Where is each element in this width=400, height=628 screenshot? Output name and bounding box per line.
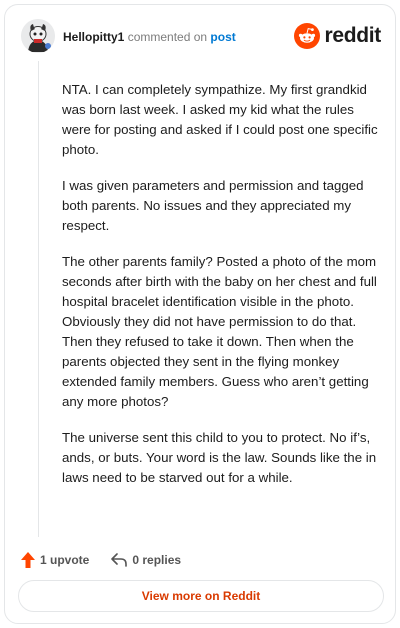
comment-paragraph: I was given parameters and permission and tagged both parents. No issues and they appreciated my respect. [62, 178, 364, 233]
embedded-comment-card [4, 4, 396, 624]
comment-meta [63, 29, 236, 45]
reddit-snoo-icon [294, 23, 320, 49]
upvote-button[interactable] [21, 552, 89, 568]
reddit-wordmark: reddit [324, 24, 381, 47]
comment-header [21, 19, 381, 55]
view-more-button[interactable]: View more on Reddit [18, 580, 384, 612]
reddit-logo[interactable] [294, 23, 381, 49]
replies-button[interactable] [111, 553, 181, 567]
avatar[interactable] [21, 19, 55, 53]
username-link[interactable]: Hellopitty1 [63, 30, 125, 44]
avatar-image-icon [21, 19, 55, 53]
upvote-count: 1 upvote [40, 553, 90, 567]
comment-body [62, 80, 386, 504]
replies-count: 0 replies [132, 553, 182, 567]
thread-line [38, 61, 39, 537]
comment-verb: commented on [127, 30, 208, 44]
reply-arrow-icon [111, 553, 127, 567]
comment-paragraph: The other parents family? Posted a photo of the mom seconds after birth with the baby on her chest and full hospital bracelet identification visible in the photo. Obviously they did not have permission to do that. Then they refused to take it down. Then when the parents objected they sent in the flying monkey extended family members. Guess who aren’t getting any more photos? [62, 254, 377, 409]
upvote-arrow-icon [21, 552, 35, 568]
comment-paragraph: NTA. I can completely sympathize. My first grandkid was born last week. I asked my kid what the rules were for posting and asked if I could post one specific photo. [62, 82, 378, 157]
comment-paragraph: The universe sent this child to you to protect. No if’s, ands, or buts. Your word is the law. Sounds like the in laws need to be starved out for a while. [62, 430, 377, 485]
post-link[interactable]: post [210, 30, 236, 44]
comment-actions [21, 550, 181, 570]
